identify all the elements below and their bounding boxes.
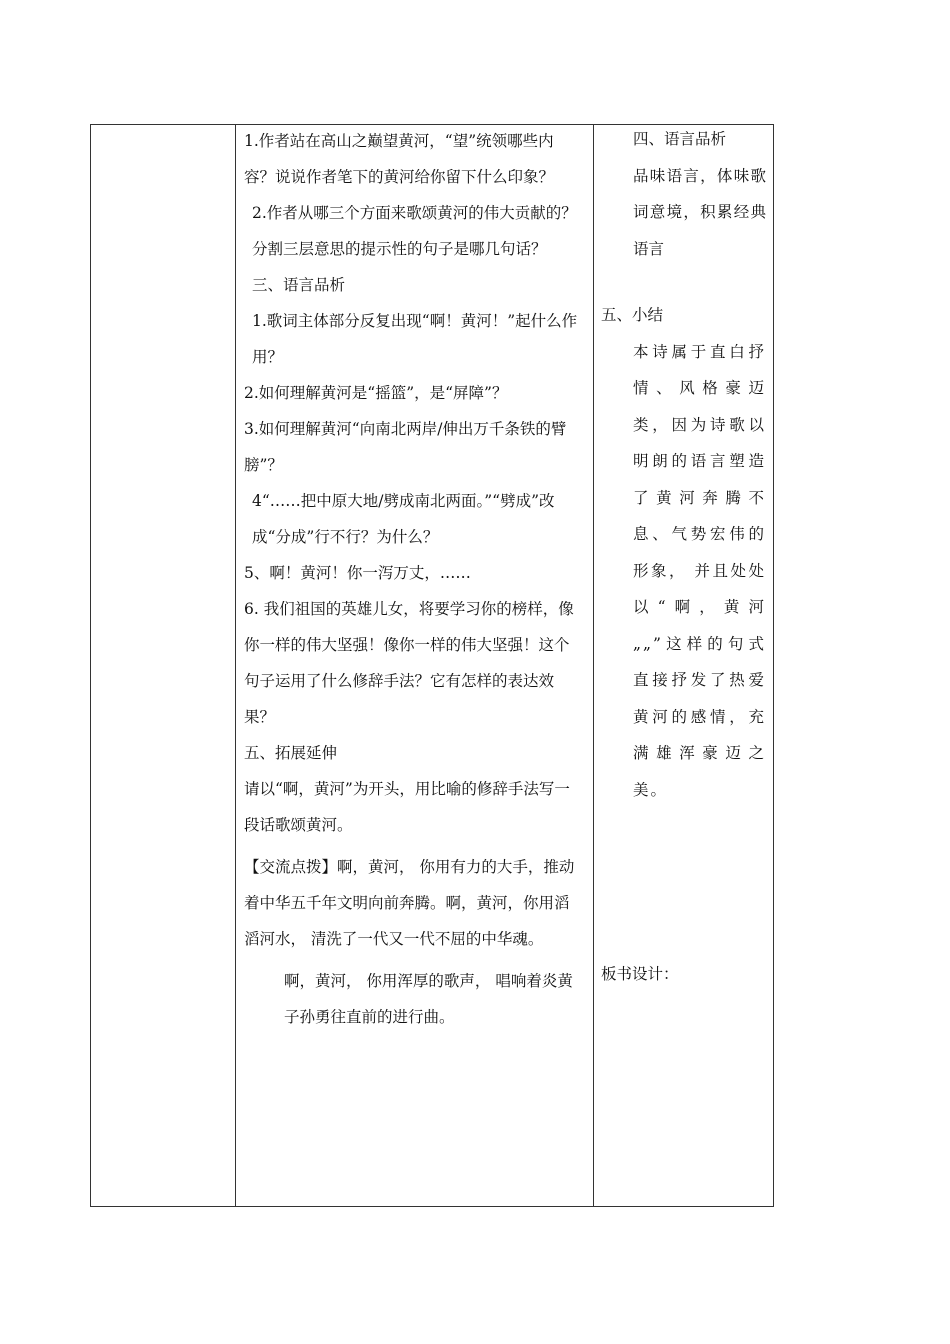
section-5-title: 五、拓展延伸 [244,744,338,762]
design-intent-column [601,125,766,993]
section-3-question-4: 4“……把中原大地/劈成南北两面。”“劈成”改成“分成”行不行？为什么？ [252,492,555,546]
section-3-question-1: 1.歌词主体部分反复出现“啊！黄河！”起什么作用？ [252,312,578,366]
board-design-label: 板书设计： [601,965,679,983]
section-3-question-6: 6. 我们祖国的英雄儿女，将要学习你的榜样，像你一样的伟大坚强！像你一样的伟大坚强！这个句子运用了什么修辞手法？它有怎样的表达效果？ [244,600,574,726]
section-3-title: 三、语言品析 [252,276,346,294]
extension-answer-2: 啊，黄河， 你用浑厚的歌声， 唱响着炎黄子孙勇往直前的进行曲。 [284,972,573,1026]
section-3-question-5: 5、啊！黄河！你一泻万丈，…… [244,564,471,582]
right-section-4-title: 四、语言品析 [633,130,727,148]
section-3-question-2: 2.如何理解黄河是“摇篮”，是“屏障”？ [244,384,508,402]
question-2: 2.作者从哪三个方面来歌颂黄河的伟大贡献的？分割三层意思的提示性的句子是哪几句话？ [252,204,577,258]
right-section-5-summary: 本诗属于直白抒情、风格豪迈类，因为诗歌以明朗的语言塑造了黄河奔腾不息、气势宏伟的形象， 并且处处以“啊，黄河„„”这样的句式直接抒发了热爱黄河的感情，充满雄浑豪迈之美。 [633,342,766,799]
extension-task: 请以“啊，黄河”为开头，用比喻的修辞手法写一段话歌颂黄河。 [244,780,570,834]
column-divider-right [593,125,594,1206]
question-1: 1.作者站在高山之巅望黄河，“望”统领哪些内容？说说作者笔下的黄河给你留下什么印象？ [244,132,555,186]
section-3-question-3: 3.如何理解黄河“向南北两岸/伸出万千条铁的臂膀”？ [244,420,567,474]
lesson-table [90,124,774,1207]
column-divider-left [235,125,236,1206]
learning-activities-column [244,125,580,1035]
extension-answer-1: 【交流点拨】啊，黄河， 你用有力的大手，推动着中华五千年文明向前奔腾。啊，黄河，你用滔滔河水， 清洗了一代又一代不屈的中华魂。 [244,858,575,948]
right-section-4-body: 品味语言，体味歌词意境，积累经典语言 [633,166,766,258]
right-section-5-title: 五、小结 [601,306,664,324]
